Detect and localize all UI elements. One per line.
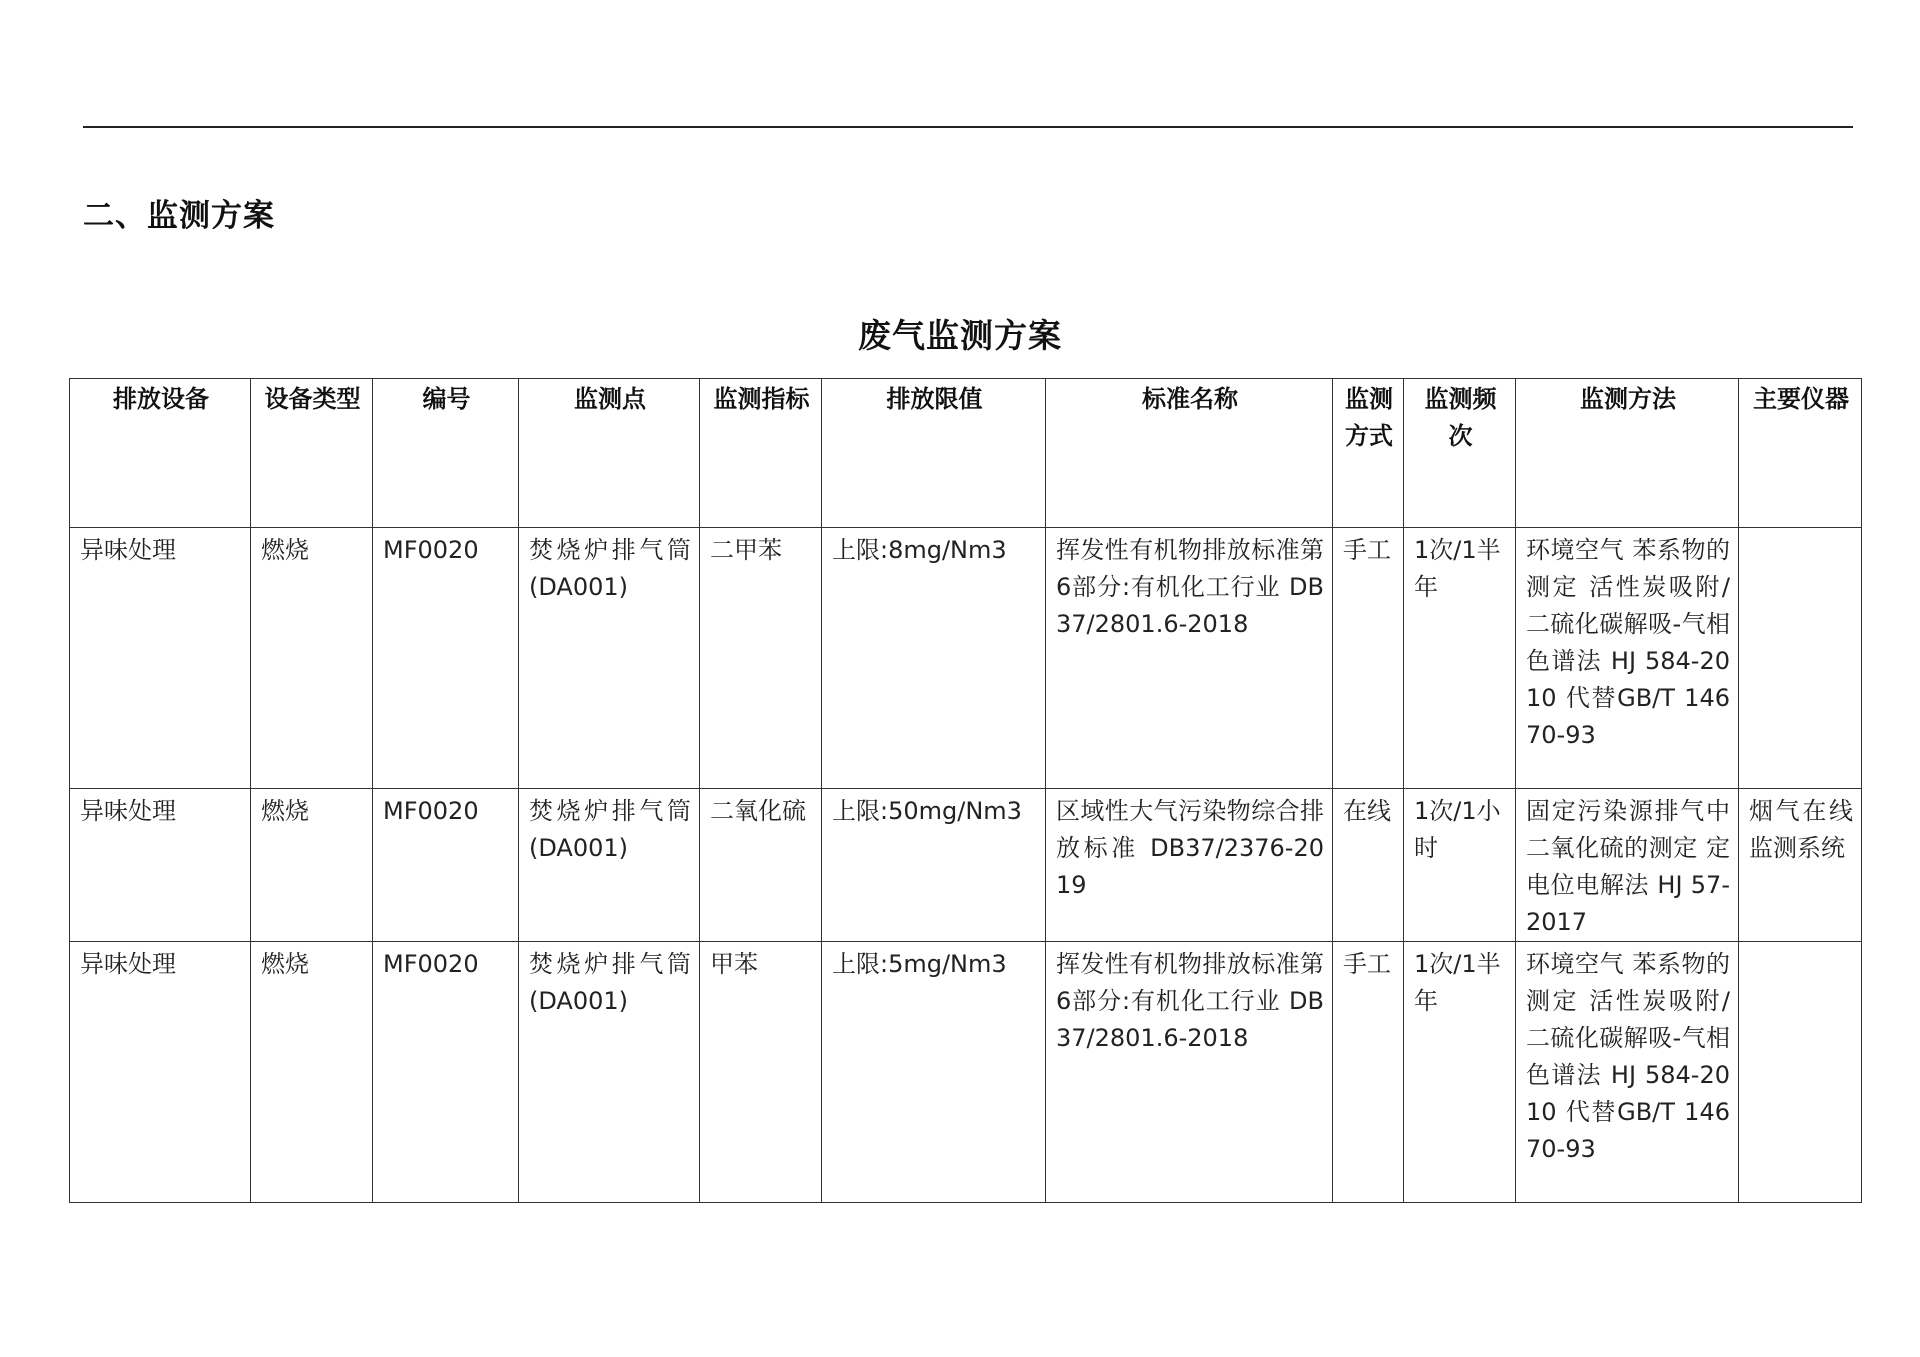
cell-instrument — [1739, 942, 1862, 1203]
cell-equipment-type: 燃烧 — [251, 528, 373, 789]
cell-monitoring-point: 焚烧炉排气筒(DA001) — [519, 942, 700, 1203]
cell-equipment-type: 燃烧 — [251, 942, 373, 1203]
cell-monitoring-point: 焚烧炉排气筒(DA001) — [519, 528, 700, 789]
cell-monitoring-mode: 手工 — [1333, 942, 1404, 1203]
cell-frequency: 1次/1小时 — [1404, 789, 1516, 942]
column-header-code: 编号 — [373, 379, 519, 528]
column-header-equipment: 排放设备 — [70, 379, 251, 528]
cell-code: MF0020 — [373, 528, 519, 789]
table-header-row — [70, 379, 1862, 528]
section-heading: 二、监测方案 — [83, 198, 275, 234]
cell-code: MF0020 — [373, 942, 519, 1203]
cell-instrument — [1739, 528, 1862, 789]
cell-emission-limit: 上限:5mg/Nm3 — [822, 942, 1046, 1203]
column-header-equipment-type: 设备类型 — [251, 379, 373, 528]
cell-code: MF0020 — [373, 789, 519, 942]
column-header-monitoring-point: 监测点 — [519, 379, 700, 528]
column-header-frequency: 监测频次 — [1404, 379, 1516, 528]
table-row — [70, 942, 1862, 1203]
header-rule — [83, 126, 1853, 128]
cell-standard-name: 区域性大气污染物综合排放标准 DB37/2376-2019 — [1046, 789, 1333, 942]
cell-equipment: 异味处理 — [70, 528, 251, 789]
column-header-indicator: 监测指标 — [700, 379, 822, 528]
cell-equipment-type: 燃烧 — [251, 789, 373, 942]
cell-equipment: 异味处理 — [70, 942, 251, 1203]
table-title: 废气监测方案 — [858, 316, 1062, 355]
cell-instrument: 烟气在线监测系统 — [1739, 789, 1862, 942]
cell-monitoring-point: 焚烧炉排气筒(DA001) — [519, 789, 700, 942]
cell-indicator: 甲苯 — [700, 942, 822, 1203]
column-header-standard-name: 标准名称 — [1046, 379, 1333, 528]
cell-standard-name: 挥发性有机物排放标准第6部分:有机化工行业 DB37/2801.6-2018 — [1046, 942, 1333, 1203]
cell-method: 环境空气 苯系物的测定 活性炭吸附/二硫化碳解吸-气相色谱法 HJ 584-2010 代替GB/T 14670-93 — [1516, 528, 1739, 789]
table-row — [70, 789, 1862, 942]
cell-monitoring-mode: 手工 — [1333, 528, 1404, 789]
cell-emission-limit: 上限:8mg/Nm3 — [822, 528, 1046, 789]
cell-equipment: 异味处理 — [70, 789, 251, 942]
column-header-method: 监测方法 — [1516, 379, 1739, 528]
cell-frequency: 1次/1半年 — [1404, 528, 1516, 789]
cell-monitoring-mode: 在线 — [1333, 789, 1404, 942]
cell-standard-name: 挥发性有机物排放标准第6部分:有机化工行业 DB37/2801.6-2018 — [1046, 528, 1333, 789]
column-header-monitoring-mode: 监测方式 — [1333, 379, 1404, 528]
cell-indicator: 二氧化硫 — [700, 789, 822, 942]
monitoring-plan-table — [69, 378, 1862, 1203]
cell-frequency: 1次/1半年 — [1404, 942, 1516, 1203]
column-header-instrument: 主要仪器 — [1739, 379, 1862, 528]
cell-method: 固定污染源排气中二氧化硫的测定 定电位电解法 HJ 57-2017 — [1516, 789, 1739, 942]
column-header-emission-limit: 排放限值 — [822, 379, 1046, 528]
cell-method: 环境空气 苯系物的测定 活性炭吸附/二硫化碳解吸-气相色谱法 HJ 584-2010 代替GB/T 14670-93 — [1516, 942, 1739, 1203]
cell-indicator: 二甲苯 — [700, 528, 822, 789]
cell-emission-limit: 上限:50mg/Nm3 — [822, 789, 1046, 942]
table-row — [70, 528, 1862, 789]
